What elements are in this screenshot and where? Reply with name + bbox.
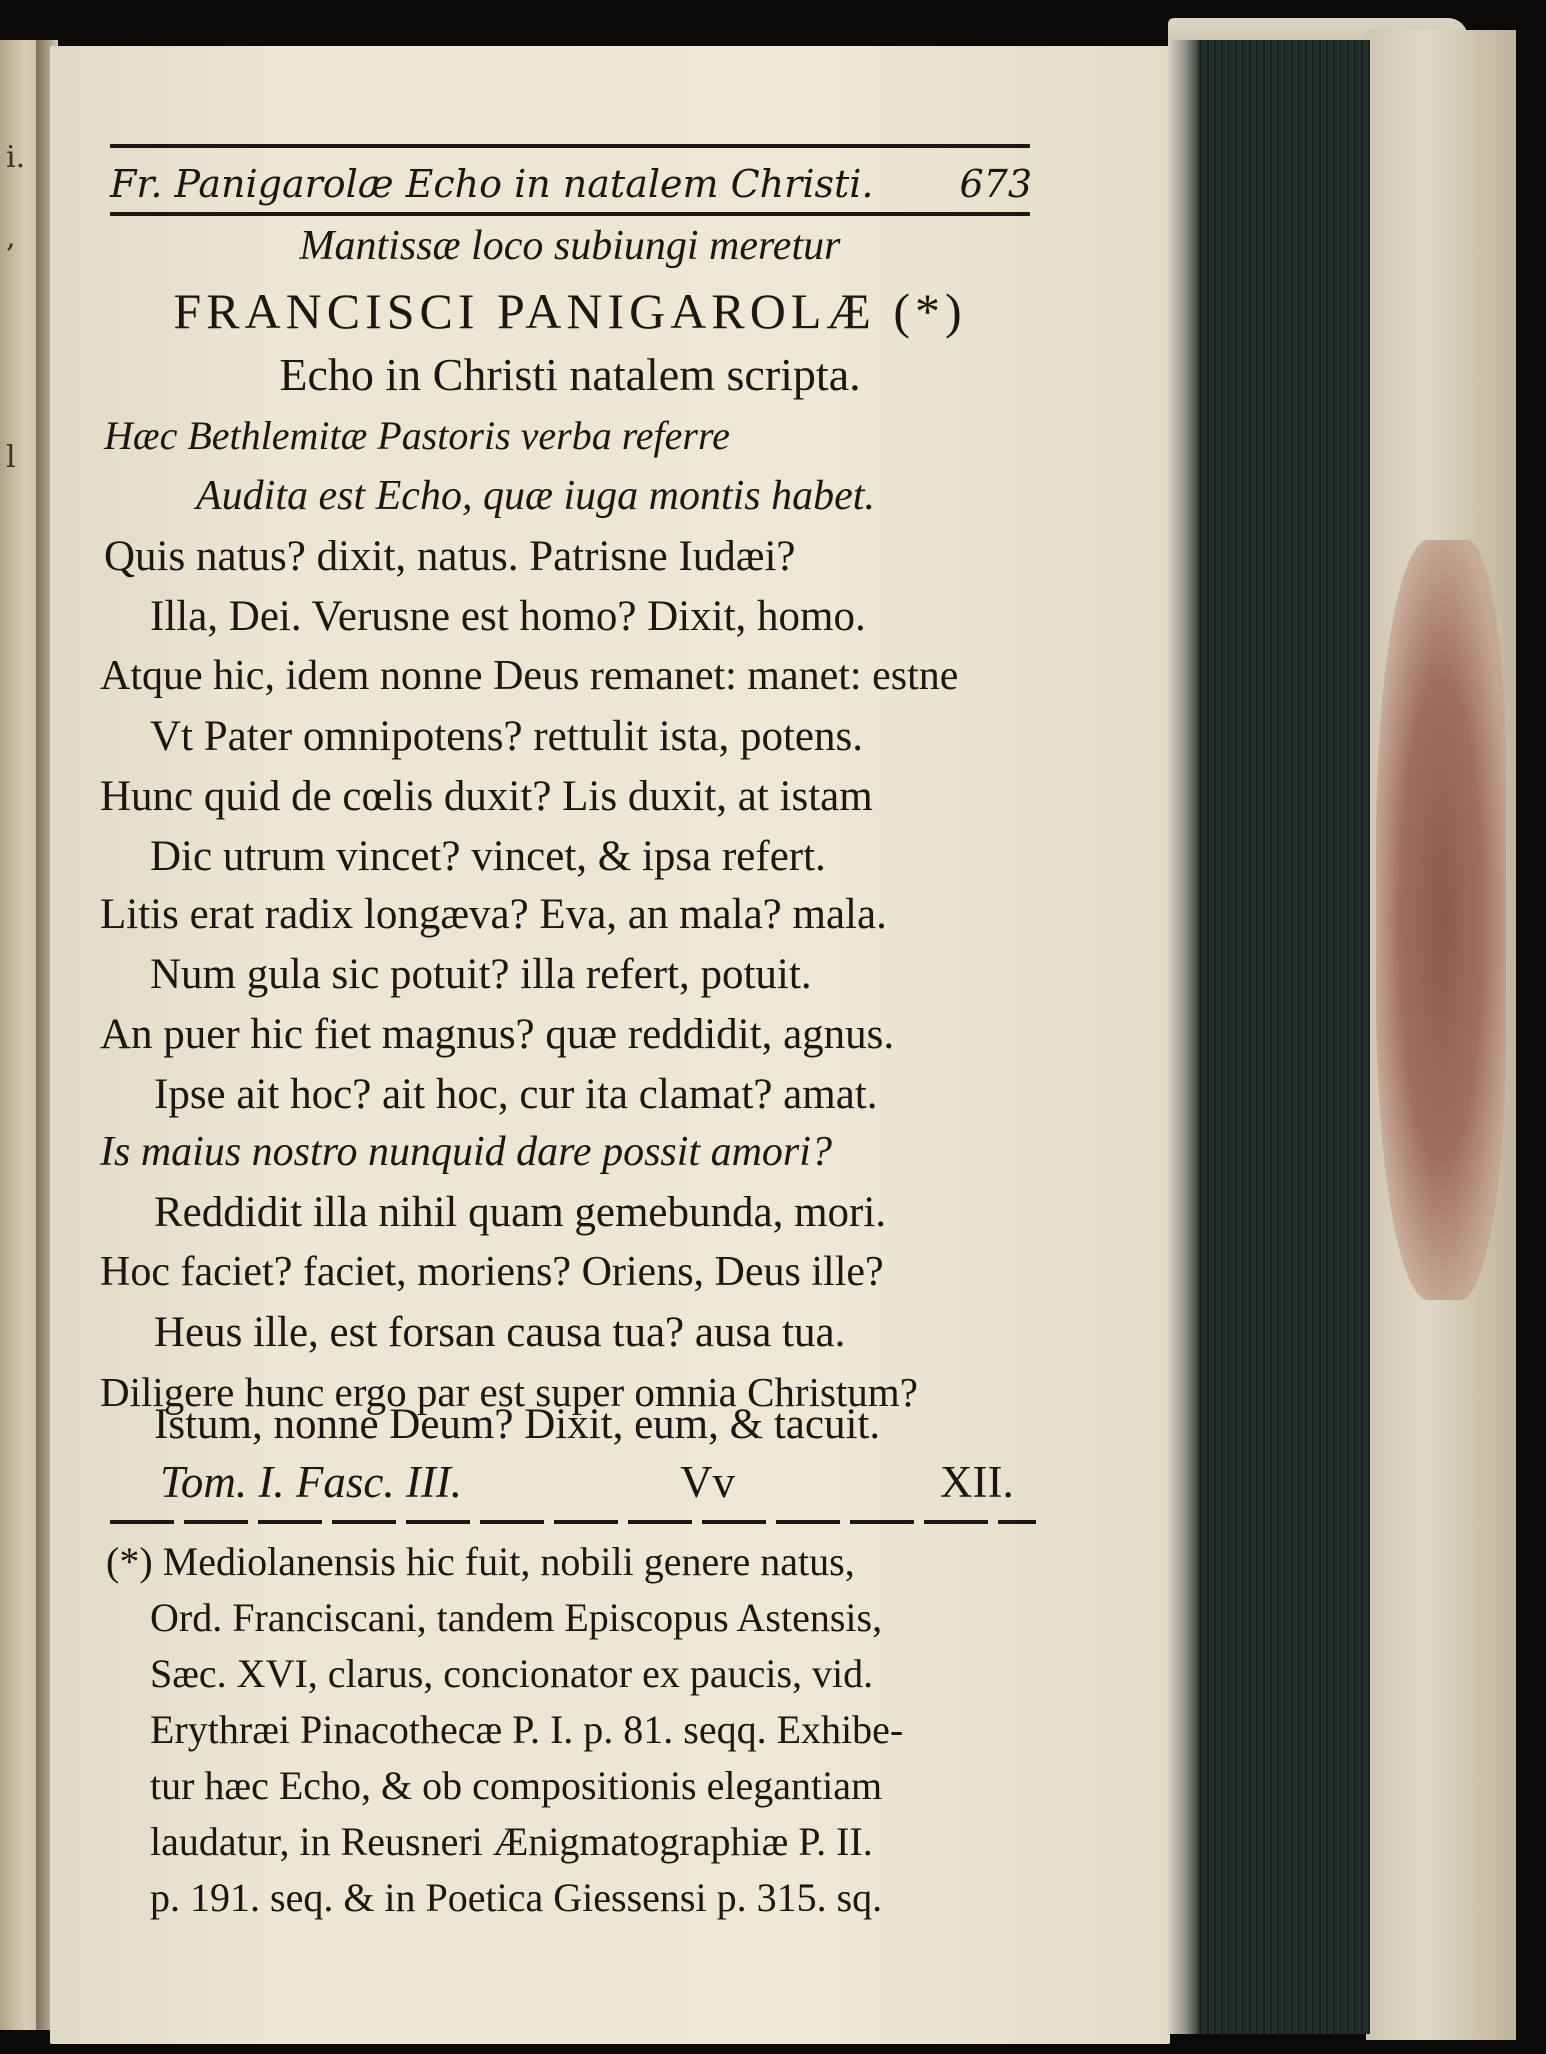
header-bottom-rule bbox=[110, 212, 1030, 216]
running-title: Fr. Panigarolæ Echo in natalem Christi. bbox=[110, 162, 874, 206]
signature-tome: Tom. I. Fasc. III. bbox=[160, 1457, 463, 1507]
poem-line: Quis natus? dixit, natus. Patrisne Iudæi? bbox=[104, 533, 796, 580]
footnote-line: Erythræi Pinacothecæ P. I. p. 81. seqq. Exhibe- bbox=[150, 1707, 904, 1752]
poem-line: Diligere hunc ergo par est super omnia Christum? bbox=[100, 1369, 918, 1415]
poem-line: Hunc quid de cœlis duxit? Lis duxit, at istam bbox=[100, 773, 873, 820]
poem-line: An puer hic fiet magnus? quæ reddidit, agnus. bbox=[100, 1011, 895, 1058]
footnote-rule bbox=[110, 1520, 1036, 1524]
author-name: FRANCISCI PANIGAROLÆ (*) bbox=[173, 283, 967, 339]
poem-line: Hæc Bethlemitæ Pastoris verba referre bbox=[104, 413, 730, 458]
page-block-highlight bbox=[1168, 40, 1198, 2034]
poem-line: Heus ille, est forsan causa tua? ausa tua. bbox=[154, 1309, 846, 1356]
signature-number: XII. bbox=[940, 1457, 1014, 1507]
footnote-line: p. 191. seq. & in Poetica Giessensi p. 315. sq. bbox=[150, 1875, 883, 1920]
poem-line: Illa, Dei. Verusne est homo? Dixit, homo. bbox=[150, 593, 866, 640]
poem-line: Reddidit illa nihil quam gemebunda, mori. bbox=[154, 1189, 887, 1236]
facing-page-mark: , bbox=[6, 220, 16, 255]
poem-line: Vt Pater omnipotens? rettulit ista, potens. bbox=[150, 713, 863, 760]
footnote-line: Sæc. XVI, clarus, concionator ex paucis, vid. bbox=[150, 1651, 874, 1696]
footnote-line: laudatur, in Reusneri Ænigmatographiæ P. II. bbox=[150, 1819, 873, 1864]
running-header bbox=[110, 162, 1030, 206]
footnote-line: Ord. Franciscani, tandem Episcopus Astensis, bbox=[150, 1595, 883, 1640]
poem-line: Atque hic, idem nonne Deus remanet: manet: estne bbox=[100, 653, 959, 699]
poem-line: Is maius nostro nunquid dare possit amori? bbox=[100, 1129, 832, 1175]
facing-page-mark: l bbox=[6, 440, 16, 475]
footnote-line: tur hæc Echo, & ob compositionis elegantiam bbox=[150, 1763, 883, 1808]
poem-line: Litis erat radix longæva? Eva, an mala? mala. bbox=[100, 891, 887, 938]
header-top-rule bbox=[110, 144, 1030, 148]
poem-line: Ipse ait hoc? ait hoc, cur ita clamat? amat. bbox=[154, 1071, 878, 1118]
signature-mark: Vv bbox=[680, 1457, 735, 1507]
intro-line: Mantissæ loco subiungi meretur bbox=[299, 223, 841, 269]
page-block-edges bbox=[1168, 40, 1370, 2034]
work-title: Echo in Christi natalem scripta. bbox=[279, 349, 861, 400]
poem-line: Audita est Echo, quæ iuga montis habet. bbox=[196, 473, 875, 519]
footnote-line: (*) Mediolanensis hic fuit, nobili genere natus, bbox=[106, 1539, 855, 1584]
facing-page-mark: i. bbox=[6, 140, 26, 175]
cover-stain bbox=[1376, 540, 1506, 1300]
poem-line: Num gula sic potuit? illa refert, potuit. bbox=[150, 951, 812, 998]
page-number: 673 bbox=[959, 162, 1032, 206]
poem-line: Hoc faciet? faciet, moriens? Oriens, Deus ille? bbox=[100, 1249, 884, 1295]
poem-line: Dic utrum vincet? vincet, & ipsa refert. bbox=[150, 833, 826, 880]
poem-line: Istum, nonne Deum? Dixit, eum, & tacuit. bbox=[154, 1401, 881, 1448]
